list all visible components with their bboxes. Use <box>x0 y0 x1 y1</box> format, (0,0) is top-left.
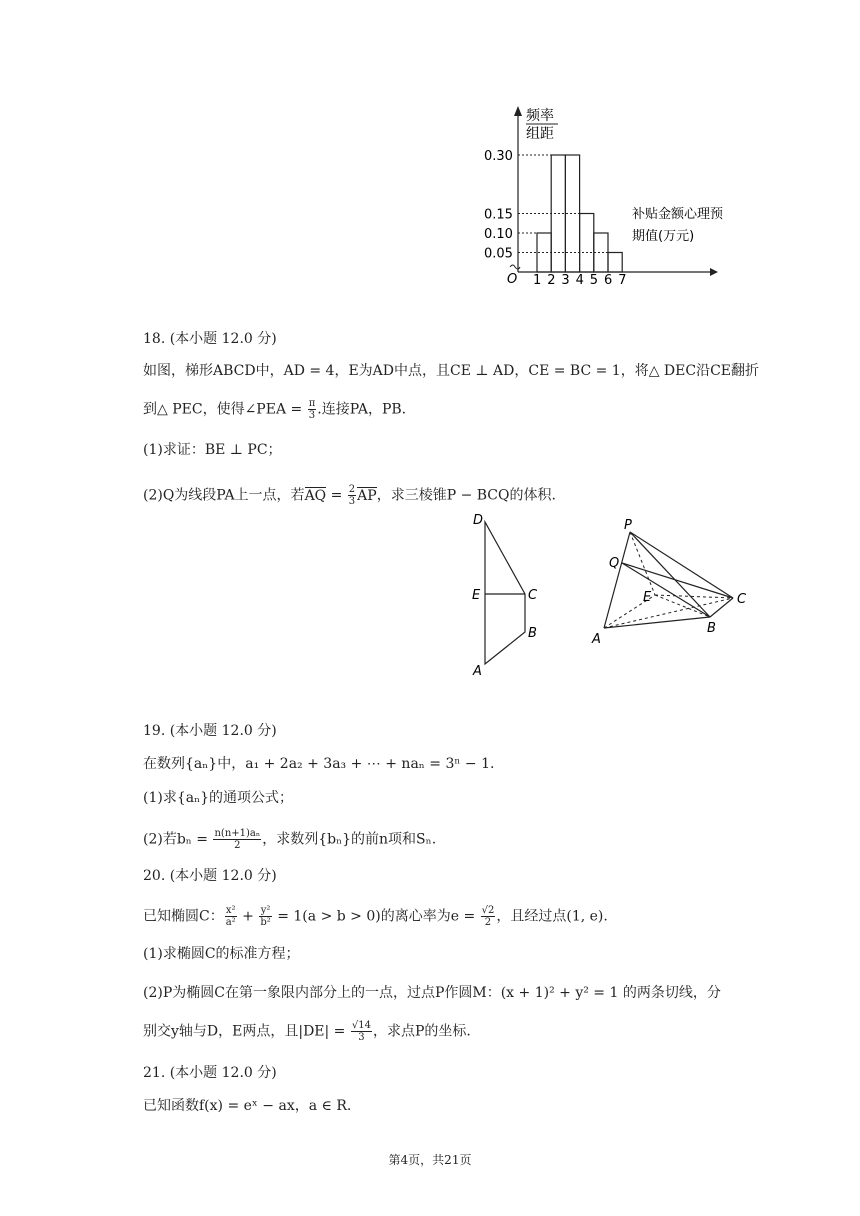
ylabel-bottom: 组距 <box>526 126 554 142</box>
origin-label: O <box>507 272 518 287</box>
x-tick-label: 3 <box>561 273 570 288</box>
label-C: C <box>528 588 538 603</box>
histogram-bar <box>580 214 594 273</box>
ylabel-top: 频率 <box>526 108 554 124</box>
histogram-chart <box>470 100 730 290</box>
x-tick-label: 7 <box>618 273 627 288</box>
label-Q: Q <box>609 556 620 571</box>
page-footer: 第4页，共21页 <box>388 1153 472 1167</box>
label-A: A <box>473 664 482 679</box>
label-P: P <box>624 518 632 533</box>
label-C: C <box>737 592 747 607</box>
q20-header: 20. (本小题 12.0 分) <box>143 868 277 884</box>
label-D: D <box>473 513 484 528</box>
q19-header: 19. (本小题 12.0 分) <box>143 723 277 739</box>
label-B: B <box>528 626 537 641</box>
label-A: A <box>592 632 601 647</box>
label-B: B <box>707 621 716 636</box>
y-tick-label: 0.30 <box>484 149 513 164</box>
q19-part2: (2)若bₙ = $\frac{\text{n(n+1)aₙ}}{2}$ ，求数列{bₙ}的前n项和Sₙ. <box>143 828 437 851</box>
q18-stem-line2: 到△ PEC，使得∠PEA = $\frac{\pi}{3}$ .连接PA，PB. <box>143 398 407 421</box>
pyramid-figure <box>585 515 760 650</box>
q21-stem: 已知函数f(x) = eˣ − ax，a ∈ R. <box>143 1098 352 1114</box>
x-tick-label: 6 <box>604 273 613 288</box>
q21-header: 21. (本小题 12.0 分) <box>143 1065 277 1081</box>
x-tick-label: 2 <box>547 273 556 288</box>
q20-part2-line2: 别交y轴与D，E两点，且|DE| = $\frac{√14}{3}$ ，求点P的坐标. <box>143 1020 471 1043</box>
y-tick-label: 0.15 <box>484 207 513 223</box>
xlabel-line1: 补贴金额心理预 <box>632 207 724 222</box>
x-tick-label: 1 <box>533 273 542 288</box>
q20-part1: (1)求椭圆C的标准方程； <box>143 946 300 962</box>
y-tick-label: 0.10 <box>484 227 513 242</box>
label-E: E <box>472 588 481 603</box>
q18-part2: (2)Q为线段PA上一点，若AQ = $\frac{2}{3}$ AP，求三棱锥P − BCQ的体积. <box>143 484 556 507</box>
label-E: E <box>643 590 652 605</box>
x-tick-label: 4 <box>575 273 584 288</box>
histogram-bar <box>608 253 622 273</box>
q20-part2-line1: (2)P为椭圆C在第一象限内部分上的一点，过点P作圆M：(x + 1)² + y² = 1 的两条切线，分 <box>143 985 721 1001</box>
histogram-guide-lines <box>518 155 608 253</box>
q20-stem: 已知椭圆C： $\frac{\text{x²}}{\text{a²}}$ + $\frac{\text{y²}}{\text{b²}}$ = 1(a > b > 0)的离心率为e = $\frac{√2}{2}$ ，且经过点(1, e). <box>143 905 608 928</box>
q18-header: 18. (本小题 12.0 分) <box>143 331 277 347</box>
q18-part1: (1)求证：BE ⊥ PC； <box>143 442 282 458</box>
q18-stem-line1: 如图，梯形ABCD中，AD = 4，E为AD中点，且CE ⊥ AD，CE = BC = 1，将△ DEC沿CE翻折 <box>143 363 760 379</box>
xlabel-line2: 期值(万元) <box>632 229 695 244</box>
q19-stem: 在数列{aₙ}中，a₁ + 2a₂ + 3a₃ + ⋯ + naₙ = 3ⁿ − 1. <box>143 756 495 772</box>
trapezoid-figure <box>465 508 555 683</box>
x-tick-label: 5 <box>589 273 599 288</box>
y-tick-label: 0.05 <box>484 246 513 262</box>
q19-part1: (1)求{aₙ}的通项公式； <box>143 790 294 806</box>
